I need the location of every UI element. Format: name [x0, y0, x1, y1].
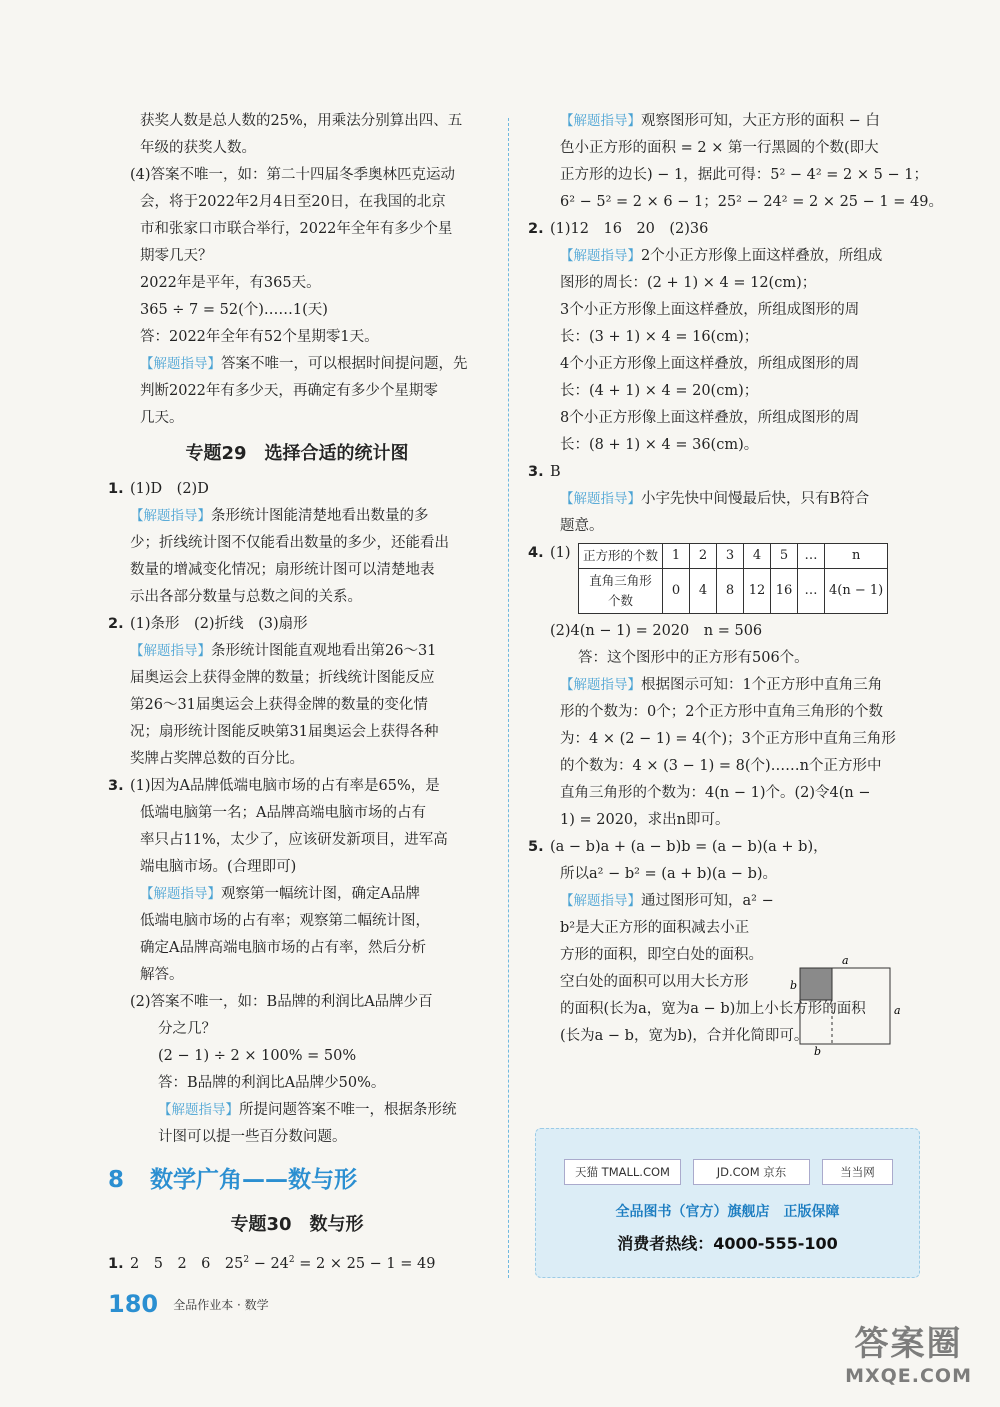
text-line: 答：这个图形中的正方形有506个。	[578, 650, 809, 666]
text-line: 形的个数为：0个；2个正方形中直角三角形的个数	[560, 704, 883, 720]
text-line: 低端电脑第一名；A品牌高端电脑市场的占有	[140, 805, 426, 821]
tip-line: 【解题指导】观察图形可知，大正方形的面积 − 白	[560, 113, 880, 129]
answer-table	[578, 543, 888, 614]
jd-logo: JD.COM 京东	[693, 1159, 810, 1185]
text-line: (2 − 1) ÷ 2 × 100% = 50%	[158, 1048, 357, 1064]
table-cell: 4(n − 1)	[825, 569, 888, 614]
tip-line: 【解题指导】通过图形可知，a² −	[560, 893, 774, 909]
question: 1. (1)D (2)D	[108, 481, 209, 497]
square-diagram	[790, 956, 905, 1056]
text-line: 期零几天？	[140, 248, 213, 264]
table-cell: …	[798, 569, 825, 614]
question: 2. (1)12 16 20 (2)36	[528, 221, 709, 237]
page-footer	[108, 1290, 269, 1318]
tip-label: 【解题指导】	[140, 356, 221, 372]
hotline: 消费者热线：4000-555-100	[617, 1234, 838, 1253]
chapter-heading	[108, 1157, 486, 1203]
tip-line: 【解题指导】小宇先快中间慢最后快，只有B符合	[560, 491, 870, 507]
small-square	[800, 968, 832, 1000]
question: 5. (a − b)a + (a − b)b = (a − b)(a + b)，	[528, 839, 828, 855]
table-cell: 8	[717, 569, 744, 614]
tip-label: 【解题指导】	[560, 677, 641, 693]
table-header-cell: 正方形的个数	[579, 544, 663, 569]
label-a-right: a	[894, 1004, 901, 1017]
tip-line: 【解题指导】所提问题答案不唯一，根据条形统	[158, 1102, 457, 1118]
text-line: 低端电脑市场的占有率；观察第二幅统计图，	[140, 913, 430, 929]
table-cell: n	[825, 544, 888, 569]
label-b-left: b	[790, 979, 798, 992]
text-line: 判断2022年有多少天，再确定有多少个星期零	[140, 383, 438, 399]
table-cell: 16	[771, 569, 798, 614]
text-line: 2022年是平年，有365天。	[140, 275, 321, 291]
text-line: 会，将于2022年2月4日至20日，在我国的北京	[140, 194, 446, 210]
text-line: 数量的增减变化情况；扇形统计图可以清楚地表	[130, 562, 435, 578]
table-header-cell: 直角三角形 个数	[579, 569, 663, 614]
text-line: 6² − 5² = 2 × 6 − 1；25² − 24² = 2 × 25 − 1 = 49。	[560, 194, 943, 210]
text-line: 奖牌占奖牌总数的百分比。	[130, 751, 304, 767]
topic-heading: 专题30 数与形	[230, 1214, 364, 1235]
table-cell: …	[798, 544, 825, 569]
text-line: 几天。	[140, 410, 184, 426]
tip-label: 【解题指导】	[560, 893, 641, 909]
tip-label: 【解题指导】	[130, 508, 211, 524]
tip-label: 【解题指导】	[140, 886, 221, 902]
text-line: 届奥运会上获得金牌的数量；折线统计图能反应	[130, 670, 435, 686]
text-line: 获奖人数是总人数的25%，用乘法分别算出四、五	[140, 113, 463, 129]
text-line: 答：B品牌的利润比A品牌少50%。	[158, 1075, 386, 1091]
table-cell: 12	[744, 569, 771, 614]
site-watermark: 答案圈 MXQE.COM	[845, 1324, 972, 1387]
tip-line: 【解题指导】2个小正方形像上面这样叠放，所组成	[560, 248, 883, 264]
chapter-number: 8	[108, 1167, 125, 1193]
text-line: (2)4(n − 1) = 2020 n = 506	[550, 623, 763, 639]
table-row	[579, 544, 888, 569]
text-line: (2)答案不唯一，如：B品牌的利润比A品牌少百	[130, 994, 433, 1010]
chapter-title: 数学广角——数与形	[150, 1167, 358, 1193]
tip-line: 【解题指导】答案不唯一，可以根据时间提问题，先	[140, 356, 468, 372]
question: 2. (1)条形 (2)折线 (3)扇形	[108, 616, 308, 632]
tip-line: 【解题指导】条形统计图能清楚地看出数量的多	[130, 508, 429, 524]
text-line: (长为a − b，宽为b)，合并化简即可。	[560, 1028, 809, 1044]
store-logos	[564, 1159, 893, 1185]
text-line: 解答。	[140, 967, 184, 983]
text-line: 8个小正方形像上面这样叠放，所组成图形的周	[560, 410, 860, 426]
text-line: 题意。	[560, 518, 604, 534]
text-line: 分之几？	[158, 1021, 216, 1037]
text-line: 况；扇形统计图能反映第31届奥运会上获得各种	[130, 724, 439, 740]
table-row	[579, 569, 888, 614]
table-cell: 1	[663, 544, 690, 569]
text-line: 所以a² − b² = (a + b)(a − b)。	[560, 866, 778, 882]
store-ad	[535, 1128, 920, 1278]
tip-label: 【解题指导】	[560, 113, 641, 129]
label-a-top: a	[842, 956, 849, 967]
tip-label: 【解题指导】	[560, 491, 641, 507]
text-line: 市和张家口市联合举行，2022年全年有多少个星	[140, 221, 453, 237]
table-cell: 4	[690, 569, 717, 614]
text-line: 确定A品牌高端电脑市场的占有率，然后分析	[140, 940, 426, 956]
text-line: 为：4 × (2 − 1) = 4(个)；3个正方形中直角三角形	[560, 731, 896, 747]
text-line: 色小正方形的面积 = 2 × 第一行黑圆的个数(即大	[560, 140, 879, 156]
tip-label: 【解题指导】	[130, 643, 211, 659]
topic-heading: 专题29 选择合适的统计图	[185, 443, 409, 464]
label-b-bottom: b	[814, 1045, 822, 1056]
text-line: 年级的获奖人数。	[140, 140, 256, 156]
text-line: 第26～31届奥运会上获得金牌的数量的变化情	[130, 697, 428, 713]
text-line: 1) = 2020，求出n即可。	[560, 812, 730, 828]
table-cell: 5	[771, 544, 798, 569]
tip-line: 【解题指导】观察第一幅统计图，确定A品牌	[140, 886, 420, 902]
column-divider	[508, 118, 509, 1278]
store-slogan: 全品图书（官方）旗舰店 正版保障	[615, 1204, 840, 1220]
text-line: 答：2022年全年有52个星期零1天。	[140, 329, 379, 345]
left-column	[108, 108, 486, 1278]
tip-line: 【解题指导】根据图示可知：1个正方形中直角三角	[560, 677, 883, 693]
text-line: 的个数为：4 × (3 − 1) = 8(个)……n个正方形中	[560, 758, 882, 774]
text-line: 示出各部分数量与总数之间的关系。	[130, 589, 362, 605]
tmall-logo: 天猫 TMALL.COM	[564, 1159, 681, 1185]
text-line: 正方形的边长) − 1，据此可得：5² − 4² = 2 × 5 − 1；	[560, 167, 928, 183]
tip-label: 【解题指导】	[560, 248, 641, 264]
book-title: 全品作业本 · 数学	[173, 1297, 269, 1312]
text-line: b²是大正方形的面积减去小正	[560, 920, 750, 936]
text-line: 长：(4 + 1) × 4 = 20(cm)；	[560, 383, 759, 399]
text-line: 长：(3 + 1) × 4 = 16(cm)；	[560, 329, 759, 345]
dangdang-logo: 当当网	[822, 1159, 893, 1185]
text-line: 直角三角形的个数为：4(n − 1)个。(2)令4(n −	[560, 785, 871, 801]
table-cell: 3	[717, 544, 744, 569]
text-line: 空白处的面积可以用大长方形	[560, 974, 749, 990]
text-line: (4)答案不唯一，如：第二十四届冬季奥林匹克运动	[130, 167, 456, 183]
text-line: 3个小正方形像上面这样叠放，所组成图形的周	[560, 302, 860, 318]
text-line: 计图可以提一些百分数问题。	[158, 1129, 347, 1145]
question: 3. B	[528, 464, 561, 480]
table-cell: 2	[690, 544, 717, 569]
question: 4. (1)	[528, 545, 571, 561]
text-line: 图形的周长：(2 + 1) × 4 = 12(cm)；	[560, 275, 817, 291]
text-line: 方形的面积，即空白处的面积。	[560, 947, 763, 963]
text-line: 少；折线统计图不仅能看出数量的多少，还能看出	[130, 535, 449, 551]
text-line: 365 ÷ 7 = 52(个)……1(天)	[140, 302, 328, 318]
text-line: 的面积(长为a，宽为a − b)加上小长方形的面积	[560, 1001, 866, 1017]
table-cell: 4	[744, 544, 771, 569]
question: 1. 2 5 2 6 $25^2 - 24^2 = 2 \times 25 - 1 = 49$	[108, 1255, 436, 1272]
text-line: 端电脑市场。(合理即可)	[140, 859, 297, 875]
table-cell: 0	[663, 569, 690, 614]
tip-label: 【解题指导】	[158, 1102, 239, 1118]
text-line: 4个小正方形像上面这样叠放，所组成图形的周	[560, 356, 860, 372]
page-number: 180	[108, 1290, 159, 1318]
right-column	[528, 108, 943, 1050]
question: 3. (1)因为A品牌低端电脑市场的占有率是65%，是	[108, 778, 440, 794]
text-line: 率只占11%，太少了，应该研发新项目，进军高	[140, 832, 448, 848]
text-line: 长：(8 + 1) × 4 = 36(cm)。	[560, 437, 759, 453]
tip-line: 【解题指导】条形统计图能直观地看出第26～31	[130, 643, 437, 659]
